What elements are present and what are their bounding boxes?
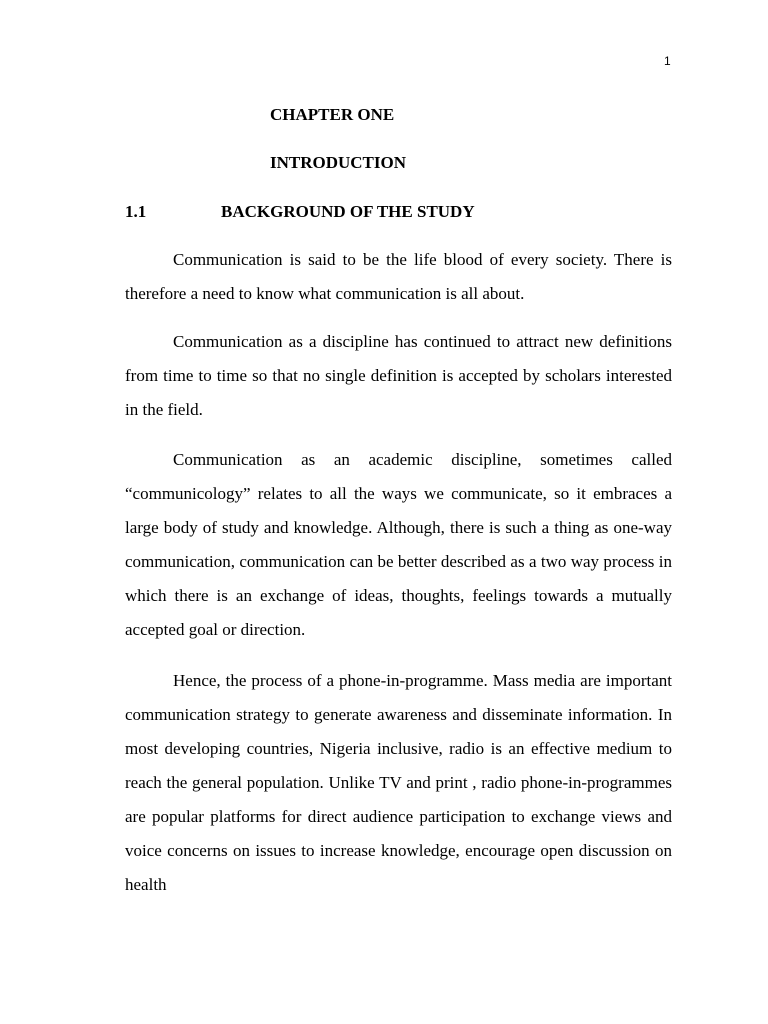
paragraph-1: Communication is said to be the life blood of every society. There is therefore a need to know what communication is all about. [125, 250, 672, 303]
paragraph-2: Communication as a discipline has continued to attract new definitions from time to time so that no single definition is accepted by scholars interested in the field. [125, 332, 672, 419]
page-number: 1 [664, 54, 671, 68]
chapter-heading: CHAPTER ONE [270, 105, 395, 124]
paragraph-4: Hence, the process of a phone-in-programme. Mass media are important communication strategy to generate awareness and disseminate information. In most developing countries, Nigeria inclusive, radio is an effective medium to reach the general population. Unlike TV and print , radio phone-in-programmes are popular platforms for direct audience participation to exchange views and voice concerns on issues to increase knowledge, encourage open discussion on health [125, 671, 672, 894]
chapter-title: INTRODUCTION [270, 153, 407, 172]
paragraph-3: Communication as an academic discipline, sometimes called “communicology” relates to all the ways we communicate, so it embraces a large body of study and knowledge. Although, there is such a thing as one-way communication, communication can be better described as a two way process in which there is an exchange of ideas, thoughts, feelings towards a mutually accepted goal or direction. [125, 450, 672, 639]
section-number: 1.1 [125, 202, 147, 221]
section-title: BACKGROUND OF THE STUDY [221, 202, 475, 221]
